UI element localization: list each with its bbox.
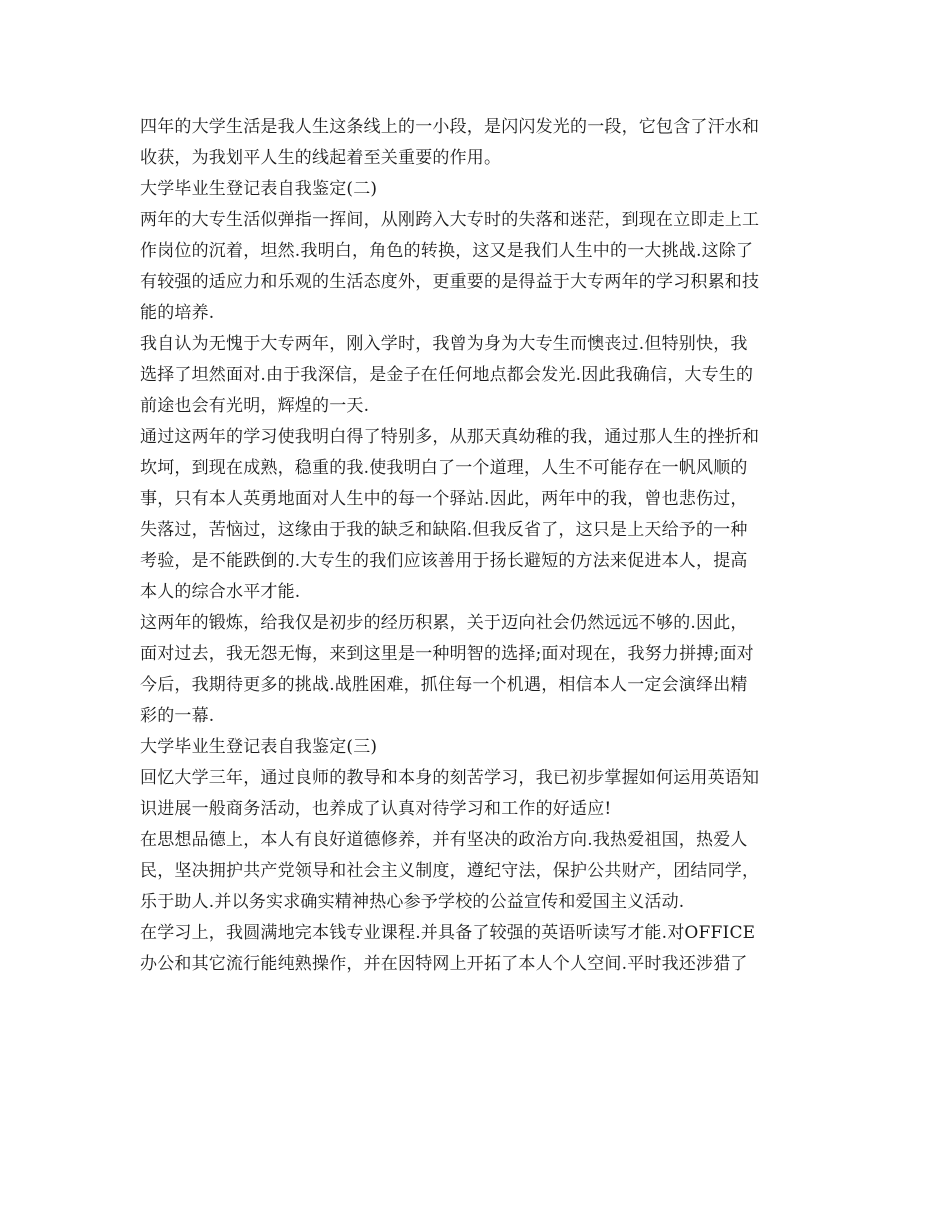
text-line: 本人的综合水平才能. — [140, 582, 301, 602]
text-line: 在思想品德上，本人有良好道德修养，并有坚决的政治方向.我热爱祖国，热爱人 — [140, 830, 748, 850]
text-line: 前途也会有光明，辉煌的一天. — [140, 396, 370, 416]
text-line: 通过这两年的学习使我明白得了特别多，从那天真幼稚的我，通过那人生的挫折和 — [140, 427, 760, 447]
text-line: 这两年的锻炼，给我仅是初步的经历积累，关于迈向社会仍然远远不够的.因此， — [140, 613, 748, 633]
paragraph — [140, 329, 815, 422]
text-line: 失落过，苦恼过，这缘由于我的缺乏和缺陷.但我反省了，这只是上天给予的一种 — [140, 520, 748, 540]
text-line: 识进展一般商务活动，也养成了认真对待学习和工作的好适应! — [140, 799, 612, 819]
text-line: 大学毕业生登记表自我鉴定(二) — [140, 179, 378, 199]
paragraph — [140, 825, 815, 918]
text-line: 乐于助人.并以务实求确实精神热心参予学校的公益宣传和爱国主义活动. — [140, 892, 685, 912]
paragraph — [140, 763, 815, 825]
text-line: 办公和其它流行能纯熟操作，并在因特网上开拓了本人个人空间.平时我还涉猎了 — [140, 954, 748, 974]
text-line: 我自认为无愧于大专两年，刚入学时，我曾为身为大专生而懊丧过.但特别快，我 — [140, 334, 748, 354]
text-line: 有较强的适应力和乐观的生活态度外，更重要的是得益于大专两年的学习积累和技 — [140, 272, 760, 292]
section-heading — [140, 174, 815, 205]
text-line: 事，只有本人英勇地面对人生中的每一个驿站.因此，两年中的我，曾也悲伤过， — [140, 489, 748, 509]
paragraph — [140, 608, 815, 732]
text-line: 收获，为我划平人生的线起着至关重要的作用。 — [140, 148, 502, 168]
text-line: 考验，是不能跌倒的.大专生的我们应该善用于扬长避短的方法来促进本人，提高 — [140, 551, 748, 571]
paragraph — [140, 422, 815, 608]
document-page — [140, 112, 815, 980]
text-line: 两年的大专生活似弹指一挥间，从刚跨入大专时的失落和迷茫，到现在立即走上工 — [140, 210, 760, 230]
text-line: 四年的大学生活是我人生这条线上的一小段，是闪闪发光的一段，它包含了汗水和 — [140, 117, 760, 137]
text-line: 坎坷，到现在成熟，稳重的我.使我明白了一个道理，人生不可能存在一帆风顺的 — [140, 458, 748, 478]
text-line: 彩的一幕. — [140, 706, 215, 726]
text-line: 回忆大学三年，通过良师的教导和本身的刻苦学习，我已初步掌握如何运用英语知 — [140, 768, 760, 788]
section-heading — [140, 732, 815, 763]
text-line: 在学习上，我圆满地完本钱专业课程.并具备了较强的英语听读写才能.对OFFICE — [140, 923, 756, 943]
text-line: 民，坚决拥护共产党领导和社会主义制度，遵纪守法，保护公共财产，团结同学， — [140, 861, 760, 881]
text-line: 今后，我期待更多的挑战.战胜困难，抓住每一个机遇，相信本人一定会演绎出精 — [140, 675, 748, 695]
text-line: 能的培养. — [140, 303, 215, 323]
paragraph — [140, 918, 815, 980]
text-line: 选择了坦然面对.由于我深信，是金子在任何地点都会发光.因此我确信，大专生的 — [140, 365, 754, 385]
paragraph — [140, 205, 815, 329]
paragraph — [140, 112, 815, 174]
text-line: 大学毕业生登记表自我鉴定(三) — [140, 737, 378, 757]
text-line: 作岗位的沉着，坦然.我明白，角色的转换，这又是我们人生中的一大挑战.这除了 — [140, 241, 754, 261]
text-line: 面对过去，我无怨无悔，来到这里是一种明智的选择;面对现在，我努力拼搏;面对 — [140, 644, 754, 664]
